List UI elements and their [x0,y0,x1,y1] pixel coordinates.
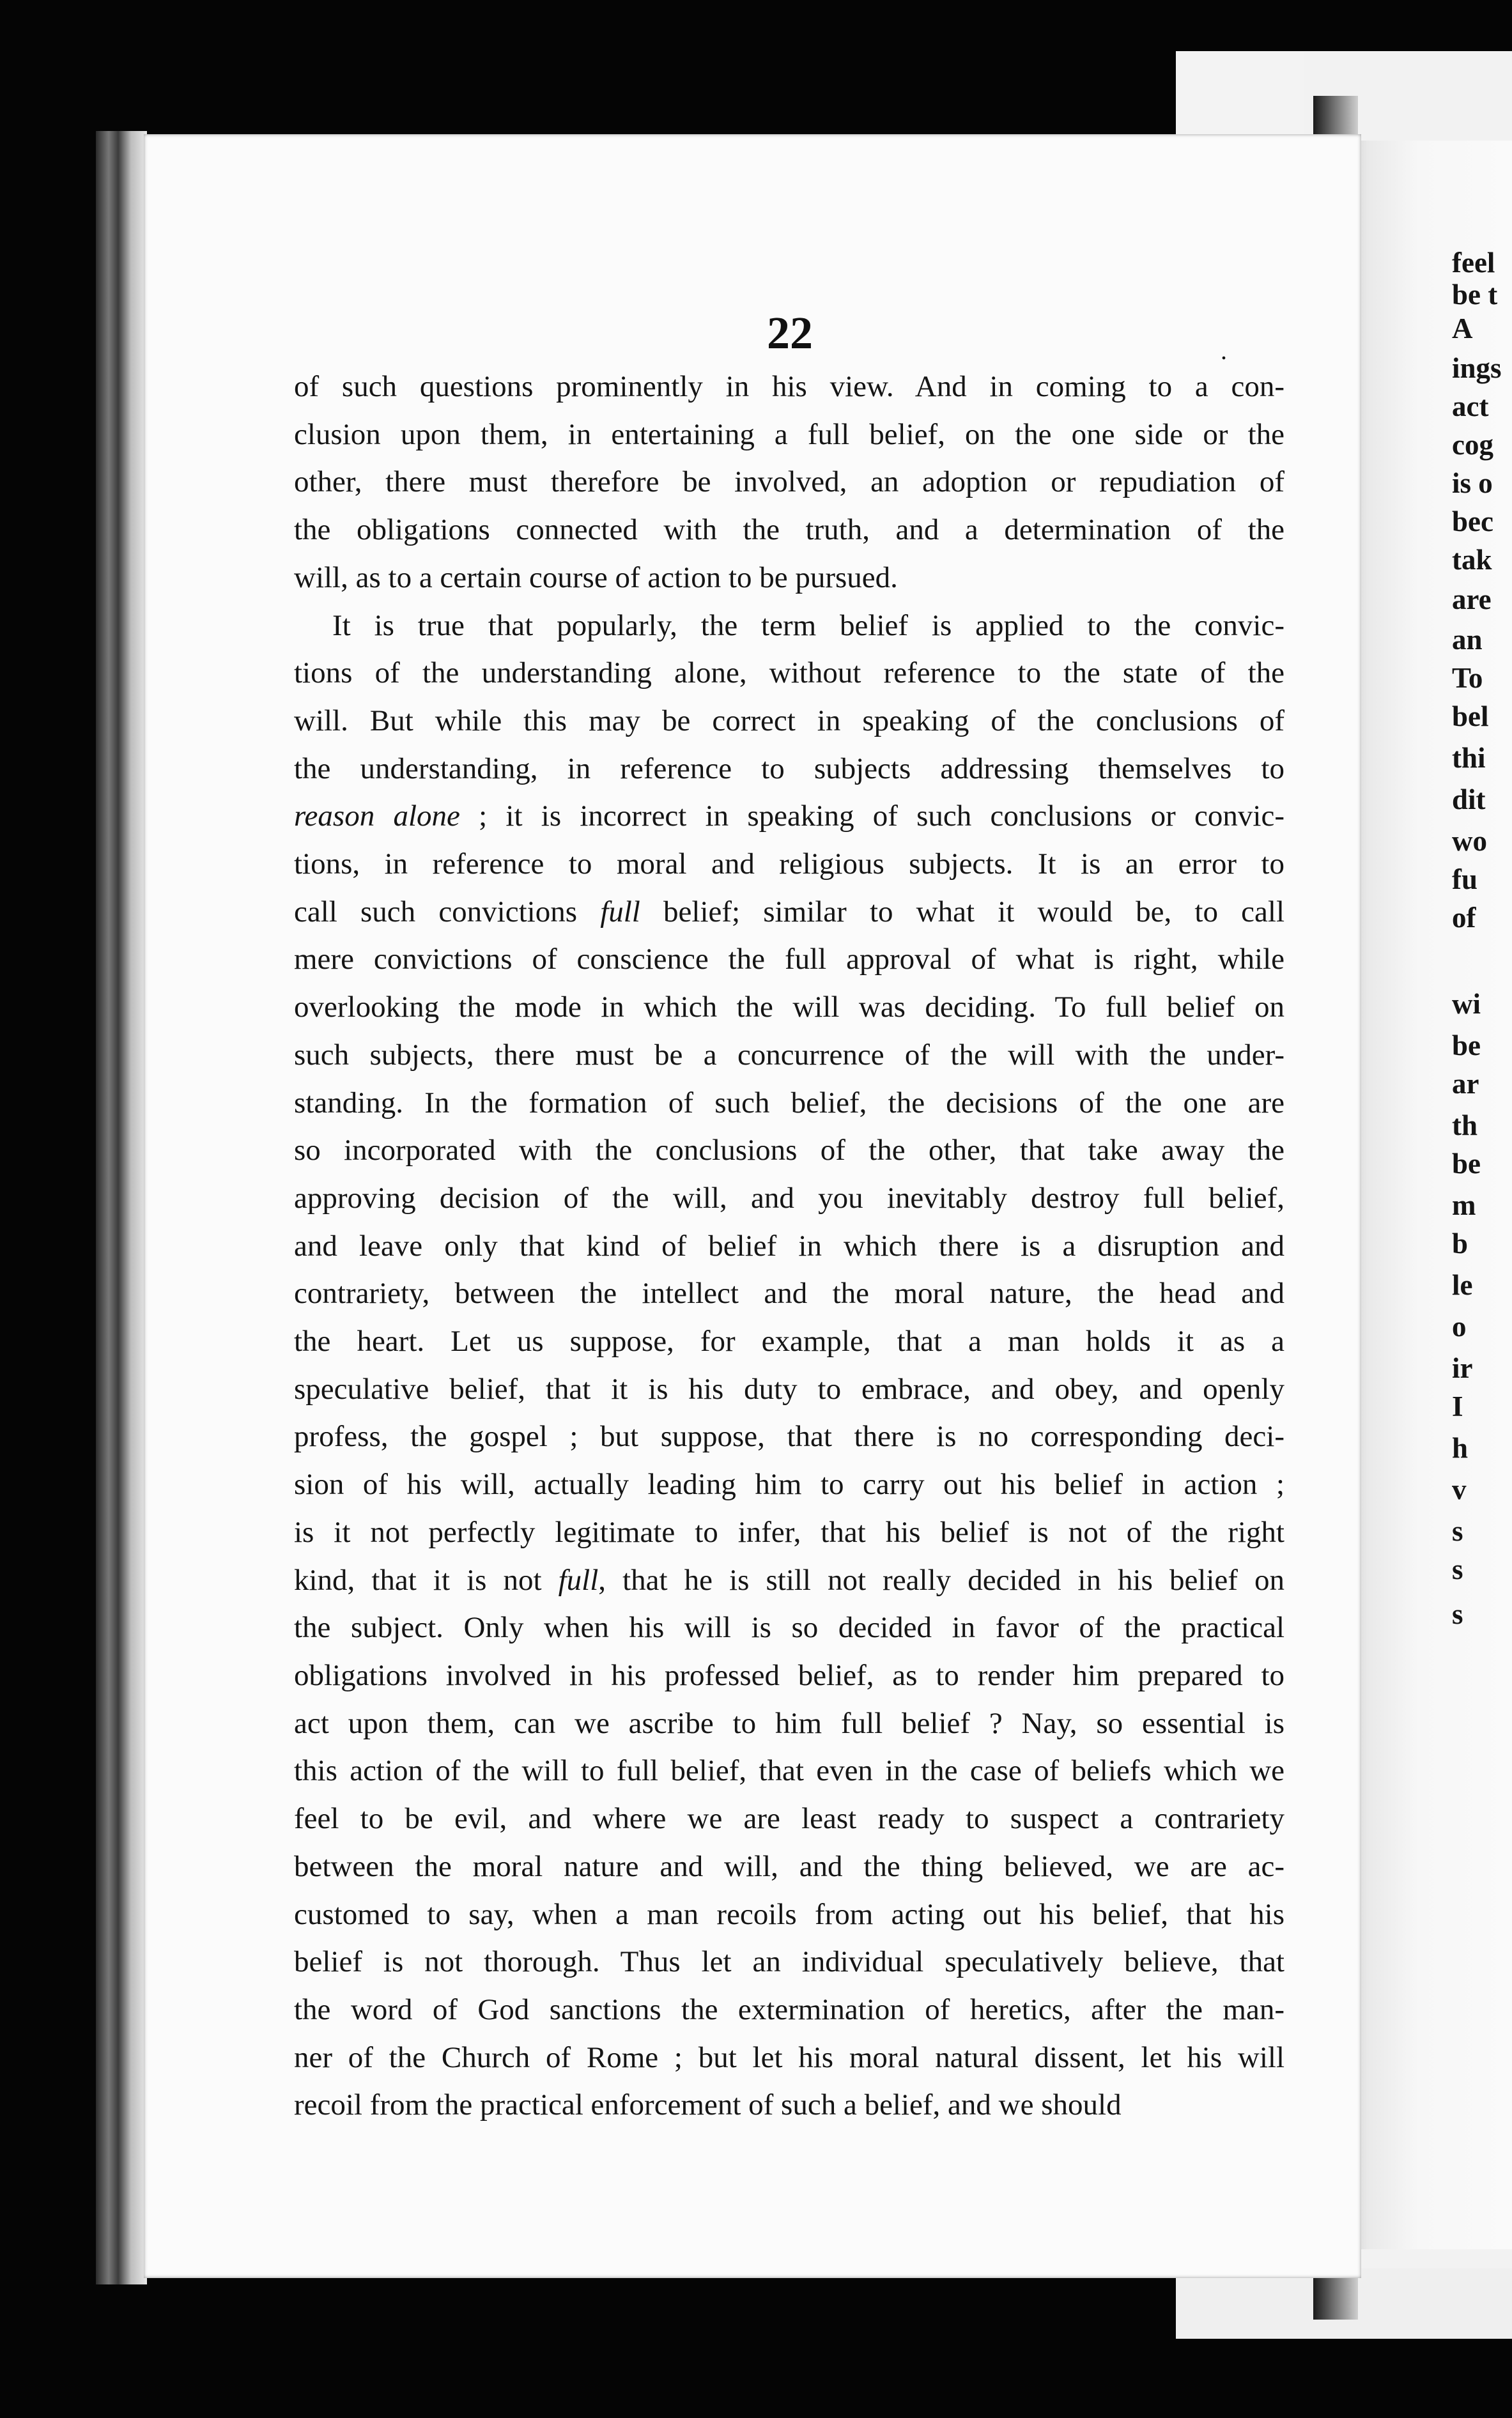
facing-page-fragment: of [1452,902,1476,934]
text-line: the heart. Let us suppose, for example, that a man holds it as a [294,1325,1284,1359]
facing-page-fragment: cog [1452,429,1493,461]
facing-page-fragment: be [1452,1029,1481,1061]
text-line: It is true that popularly, the term belief is applied to the convic- [332,608,1284,642]
facing-page-fragment: ings [1452,352,1502,384]
text-line: is it not perfectly legitimate to infer, that his belief is not of the right [294,1515,1284,1549]
facing-page-fragment: o [1452,1311,1467,1343]
facing-page-fragment: wi [1452,988,1481,1020]
text-line: mere convictions of conscience the full approval of what is right, while [294,943,1284,976]
text-line: other, there must therefore be involved, an adoption or repudiation of [294,465,1284,499]
text-line: the understanding, in reference to subjects addressing themselves to [294,751,1284,785]
text-line: of such questions prominently in his view. And in coming to a con- [294,370,1284,403]
text-line: so incorporated with the conclusions of the other, that take away the [294,1134,1284,1167]
facing-page-fragment: bec [1452,505,1493,537]
facing-page-fragment: bel [1452,700,1489,732]
facing-page-fragment: are [1452,583,1492,615]
text-line: act upon them, can we ascribe to him full belief ? Nay, so essential is [294,1706,1284,1740]
text-line: the subject. Only when his will is so decided in favor of the practical [294,1611,1284,1645]
facing-page-fragment: is o [1452,467,1493,499]
facing-page-fragment: s [1452,1515,1463,1547]
facing-page-fragment: dit [1452,783,1486,815]
facing-page-fragment: To [1452,662,1483,694]
text-line: sion of his will, actually leading him to carry out his belief in action ; [294,1468,1284,1502]
text-line: such subjects, there must be a concurrence of the will with the under- [294,1038,1284,1072]
text-line: approving decision of the will, and you inevitably destroy full belief, [294,1181,1284,1215]
text-line: speculative belief, that it is his duty to embrace, and obey, and openly [294,1372,1284,1406]
text-line: feel to be evil, and where we are least ready to suspect a contrariety [294,1802,1284,1836]
facing-page-fragment: b [1452,1228,1469,1259]
text-line: clusion upon them, in entertaining a full belief, on the one side or the [294,417,1284,451]
text-line: will. But while this may be correct in speaking of the conclusions of [294,704,1284,737]
text-line: the word of God sanctions the extermination of heretics, after the man- [294,1992,1284,2026]
text-line: obligations involved in his professed belief, as to render him prepared to [294,1658,1284,1692]
text-line: reason alone ; it is incorrect in speaking of such conclusions or convic- [294,799,1284,833]
text-line: customed to say, when a man recoils from acting out his belief, that his [294,1897,1284,1931]
facing-page-fragment: I [1452,1390,1463,1422]
page-mark: . [1221,336,1227,365]
facing-page-fragment: fu [1452,863,1478,895]
text-line: call such convictions full belief; similar to what it would be, to call [294,895,1284,928]
italic-emphasis: full [558,1563,599,1597]
facing-page-fragment: feel [1452,247,1495,279]
text-line: tions, in reference to moral and religious subjects. It is an error to [294,847,1284,881]
text-line: will, as to a certain course of action to be pursued. [294,560,898,594]
facing-page-fragment: le [1452,1269,1473,1301]
text-line: the obligations connected with the truth, and a determination of the [294,513,1284,547]
paragraph [294,363,1284,602]
facing-page-fragment: v [1452,1474,1467,1505]
text-line: and leave only that kind of belief in which there is a disruption and [294,1229,1284,1263]
text-line: profess, the gospel ; but suppose, that there is no corresponding deci- [294,1420,1284,1454]
facing-page-fragment: ar [1452,1068,1479,1100]
facing-page-fragment: h [1452,1432,1469,1464]
paragraph [294,602,1284,2130]
text-line: contrariety, between the intellect and the moral nature, the head and [294,1277,1284,1311]
italic-emphasis: reason alone [294,799,460,833]
text-line: tions of the understanding alone, without reference to the state of the [294,656,1284,690]
facing-page-fragment: be [1452,1148,1481,1180]
facing-page-fragment: ir [1452,1352,1473,1384]
facing-page-fragment: wo [1452,825,1487,857]
text-line: ner of the Church of Rome ; but let his moral natural dissent, let his will [294,2040,1284,2074]
facing-page-fragment: m [1452,1189,1476,1221]
facing-page-fragment: s [1452,1553,1463,1585]
text-line: recoil from the practical enforcement of such a belief, and we should [294,2088,1122,2122]
text-line: belief is not thorough. Thus let an individual speculatively believe, that [294,1945,1284,1979]
text-line: kind, that it is not full, that he is still not really decided in his belief on [294,1563,1284,1597]
facing-page-fragment: an [1452,624,1483,656]
text-line: this action of the will to full belief, that even in the case of beliefs which we [294,1754,1284,1788]
facing-page-fragment: tak [1452,544,1492,576]
italic-emphasis: full [600,895,640,928]
facing-page-fragment: act [1452,390,1489,422]
text-line: between the moral nature and will, and the thing believed, we are ac- [294,1849,1284,1883]
text-line: overlooking the mode in which the will was deciding. To full belief on [294,990,1284,1024]
page-edge-stack [96,131,147,2284]
body-text [294,363,1284,2129]
facing-page-fragment: s [1452,1598,1463,1630]
facing-page-fragment: th [1452,1109,1478,1141]
facing-page-fragment: thi [1452,742,1486,774]
facing-page-fragment: be t [1452,279,1498,311]
facing-page-fragment: A [1452,312,1473,344]
page-number: 22 [767,307,813,358]
text-line: standing. In the formation of such belief, the decisions of the one are [294,1086,1284,1120]
